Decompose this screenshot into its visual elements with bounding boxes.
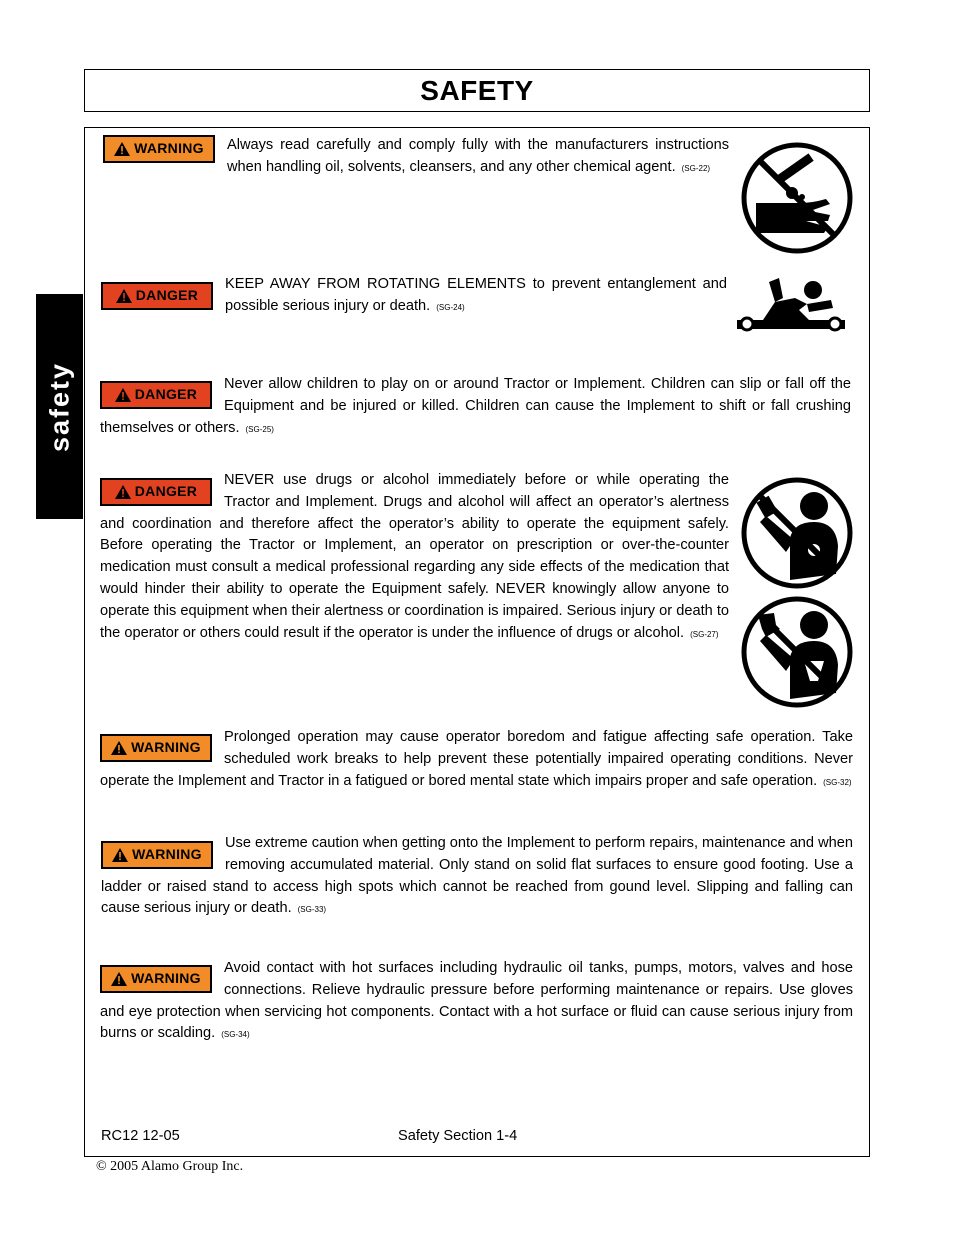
- alert-triangle-icon: [111, 741, 127, 755]
- no-chemical-contact-icon: [740, 141, 854, 260]
- copyright-notice: © 2005 Alamo Group Inc.: [96, 1159, 244, 1174]
- alert-triangle-icon: [111, 972, 127, 986]
- safety-message-sg27: [100, 470, 729, 645]
- message-code: (SG-25): [245, 424, 274, 434]
- message-text: Avoid contact with hot surfaces including hydraulic oil tanks, pumps, motors, valves and hose connections. Relieve hydraulic pressure before performing maintenance or repairs. Use gloves and eye protection when servicing hot components. Contact with a hot surface or fluid can cause serious injury from burns or scalding.: [100, 960, 853, 1042]
- badge-label: WARNING: [131, 970, 201, 987]
- page-title: SAFETY: [420, 74, 534, 106]
- alert-triangle-icon: [112, 848, 128, 862]
- danger-badge: [100, 381, 212, 409]
- message-text: Prolonged operation may cause operator boredom and fatigue affecting safe operation. Take scheduled work breaks to help prevent these potentially impaired operating conditions. Never operate the Implement and Tractor in a fatigued or bored mental state which impairs proper and safe operation.: [100, 729, 853, 789]
- message-code: (SG-34): [221, 1030, 250, 1040]
- alert-triangle-icon: [115, 388, 131, 402]
- safety-message-sg34: [100, 958, 853, 1046]
- rotating-entanglement-icon: [735, 276, 847, 345]
- no-alcohol-icon: [740, 595, 854, 714]
- warning-badge: [103, 135, 215, 163]
- message-text: NEVER use drugs or alcohol immediately before or while operating the Tractor and Implement. Drugs and alcohol will affect an operator’s alertness and coordination and therefore affect the operator’s ability to operate the equipment safely. Before operating the Tractor or Implement, an operator on prescription or over-the-counter medication must consult a medical professional regarding any side effects of the medication that would hinder their ability to operate the Equipment safely. NEVER knowingly allow anyone to operate this equipment when their alertness or coordination is impaired. Serious injury or death to the operator or others could result if the operator is under the influence of drugs or alcohol.: [100, 472, 729, 641]
- warning-badge: [100, 965, 212, 993]
- alert-triangle-icon: [115, 485, 131, 499]
- safety-message-sg25: [100, 374, 851, 440]
- badge-label: DANGER: [134, 386, 198, 403]
- message-code: (SG-32): [823, 777, 852, 787]
- message-code: (SG-27): [690, 629, 719, 639]
- safety-message-sg22: [103, 135, 729, 180]
- message-text: Always read carefully and comply fully with the manufacturers instructions when handling oil, solvents, cleansers, and any other chemical agent.: [227, 137, 729, 175]
- badge-label: WARNING: [132, 846, 202, 863]
- page-header: [84, 69, 870, 112]
- footer-page-number: Safety Section 1-4: [398, 1128, 518, 1144]
- side-tab-label: safety: [44, 361, 74, 452]
- safety-message-sg24: [101, 274, 727, 319]
- section-side-tab: [36, 294, 83, 519]
- danger-badge: [101, 282, 213, 310]
- message-text: KEEP AWAY FROM ROTATING ELEMENTS to prevent entanglement and possible serious injury or death.: [225, 276, 727, 314]
- message-code: (SG-22): [681, 163, 711, 173]
- footer-model-date: RC12 12-05: [101, 1128, 180, 1144]
- badge-label: DANGER: [135, 287, 199, 304]
- alert-triangle-icon: [114, 142, 130, 156]
- warning-badge: [100, 734, 212, 762]
- warning-badge: [101, 841, 213, 869]
- message-text: Use extreme caution when getting onto the Implement to perform repairs, maintenance and when removing accumulated material. Only stand on solid flat surfaces to ensure good footing. Use a ladder or raised stand to access high spots which cannot be reached from gound level. Slipping and falling can cause serious injury or death.: [101, 835, 853, 917]
- message-text: Never allow children to play on or around Tractor or Implement. Children can slip or fall off the Equipment and be injured or killed. Children can cause the Implement to shift or fall crushing themselves or others.: [100, 376, 851, 436]
- no-drugs-icon: [740, 476, 854, 595]
- badge-label: WARNING: [131, 739, 201, 756]
- safety-message-sg33: [101, 833, 853, 921]
- message-code: (SG-24): [436, 302, 465, 312]
- danger-badge: [100, 478, 212, 506]
- safety-message-sg32: [100, 727, 853, 793]
- badge-label: DANGER: [134, 483, 198, 500]
- alert-triangle-icon: [116, 289, 132, 303]
- message-code: (SG-33): [297, 905, 327, 915]
- badge-label: WARNING: [134, 140, 204, 157]
